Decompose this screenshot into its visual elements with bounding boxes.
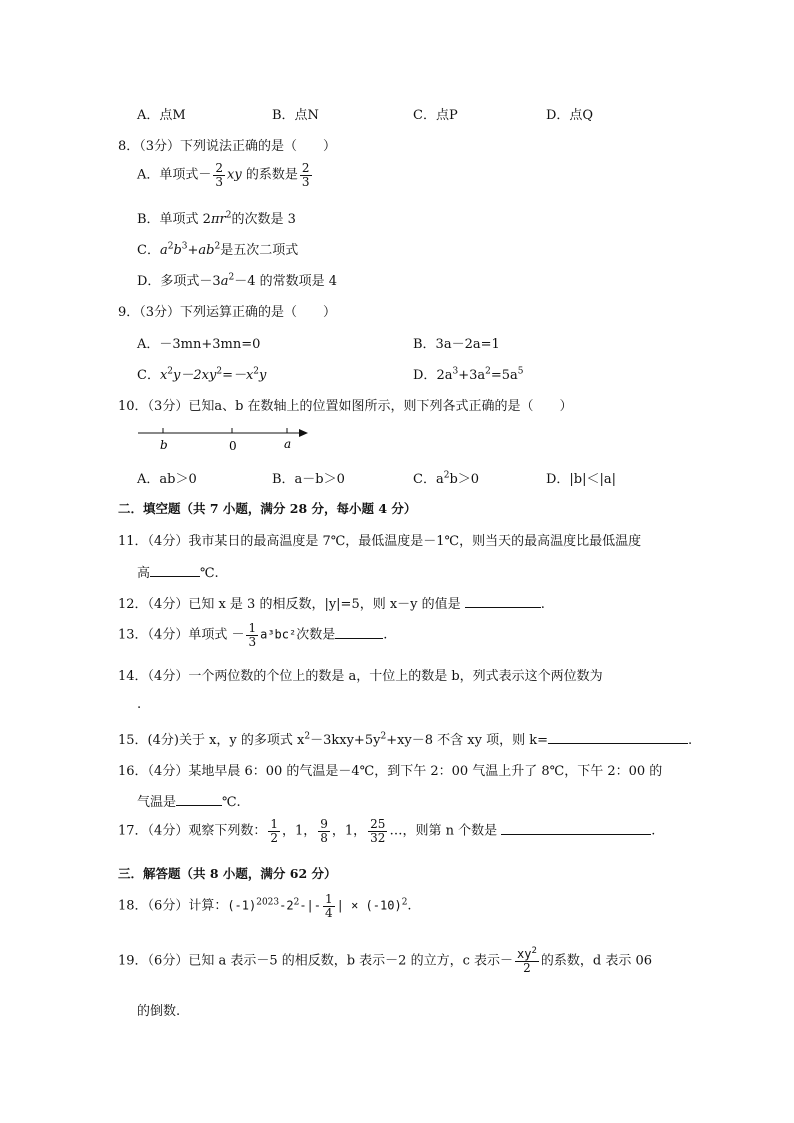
arrow-head-icon [299,429,308,437]
q11-line1: 11．（4分）我市某日的最高温度是 7℃，最低温度是－1℃，则当天的最高温度比最低温度 [118,534,642,549]
q16-line1: 16．（4分）某地早晨 6：00 的气温是－4℃，到下午 2：00 气温上升了 8℃，下午 2：00 的 [118,764,663,779]
q19-line2: 的倒数. [137,1004,181,1019]
q17-answer-blank[interactable] [501,822,651,835]
q12-answer-blank[interactable] [465,595,541,608]
label-b: b [160,438,168,452]
q8-stem [118,135,336,154]
q9-option-d: D．$2a^3+3a^2=5a^5$ [413,366,524,383]
q10-option-d: D．|b|＜|a| [546,472,617,487]
q15: 15．(4分)关于 x，y 的多项式 $x^2-3kxy+5y^2+xy-8$ 不含 xy 项，则 k= . [118,731,693,748]
q13-answer-blank[interactable] [335,626,383,639]
q8-stem-text: （3分）下列说法正确的是（ ） [139,139,337,154]
q9-option-a: A．－3mn+3mn=0 [137,337,261,352]
q13: 13．（4分）单项式 － $\frac{1}{3}$ a³bc²次数是 . [118,621,388,649]
fraction: $\frac{2}{3}$ [215,161,224,189]
q7-option-a: A．点M [137,108,186,123]
q12: 12．（4分）已知 x 是 3 的相反数，|y|=5，则 x－y 的值是 . [118,597,545,612]
section-2-heading: 二．填空题（共 7 小题，满分 28 分，每小题 4 分） [118,501,417,516]
q19-line1: 19．（6分）已知 a 表示－5 的相反数，b 表示－2 的立方，c 表示－ $\frac{xy^2}{2}$ 的系数，d 表示 06 [118,946,653,975]
q9-option-b: B．3a－2a=1 [413,337,500,352]
q11-line2: 高 ℃. [137,566,219,581]
q8-option-b: B．单项式 $2\pi r^2$的次数是 3 [137,210,296,227]
q16-answer-blank[interactable] [176,793,222,806]
q9-stem: 9．（3分）下列运算正确的是（ ） [118,305,337,320]
q10-option-b: B．a－b＞0 [272,472,345,487]
fraction: $\frac{2}{3}$ [301,161,310,189]
section-3-heading: 三．解答题（共 8 小题，满分 62 分） [118,866,337,881]
q14-line1: 14．（4分）一个两位数的个位上的数是 a，十位上的数是 b，列式表示这个两位数为 [118,669,603,684]
q8-option-a: A．单项式－ $\frac{2}{3}$ xy 的系数是 $\frac{2}{3}$ [137,161,310,189]
fraction: $\frac{1}{3}$ [248,621,257,649]
q15-answer-blank[interactable] [548,731,688,744]
q14-line2: . [137,697,142,712]
q7-option-b: B．点N [272,108,319,123]
label-zero: 0 [229,439,237,453]
label-a: a [284,437,292,451]
q10-option-c: C．$a^2b>0$ [413,470,480,487]
q8-option-d: D．多项式$-3a^2-4$ 的常数项是 4 [137,272,338,289]
fraction: $\frac{1}{2}$ [270,817,278,845]
fraction: $\frac{25}{32}$ [370,817,386,845]
q18: 18．（6分）计算：$(-1)^{2023}-2^2-|-$ $\frac{1}{4}$ | × $(-10)^2$. [118,892,412,920]
q10-option-a: A．ab＞0 [137,472,197,487]
fraction: $\frac{1}{4}$ [325,892,333,920]
q7-option-d: D．点Q [546,108,594,123]
q7-option-c: C．点P [413,108,458,123]
q8-option-c: C．$a^2b^3+ab^2$是五次二项式 [137,241,299,258]
q17: 17．（4分）观察下列数： $\frac{1}{2}$ ，1， $\frac{9}{8}$ ，1， $\frac{25}{32}$ …，则第 n 个数是 . [118,817,656,845]
q11-answer-blank[interactable] [150,564,200,577]
fraction: $\frac{9}{8}$ [320,817,328,845]
q9-option-c: C．$x^2y-2xy^2=-x^2y$ [137,366,267,383]
q8-number: 8． [118,139,140,154]
number-line-diagram [134,422,314,456]
fraction: $\frac{xy^2}{2}$ [517,946,537,975]
q16-line2: 气温是 ℃. [137,795,241,810]
q10-stem: 10．（3分）已知a、b 在数轴上的位置如图所示，则下列各式正确的是（ ） [118,399,573,414]
